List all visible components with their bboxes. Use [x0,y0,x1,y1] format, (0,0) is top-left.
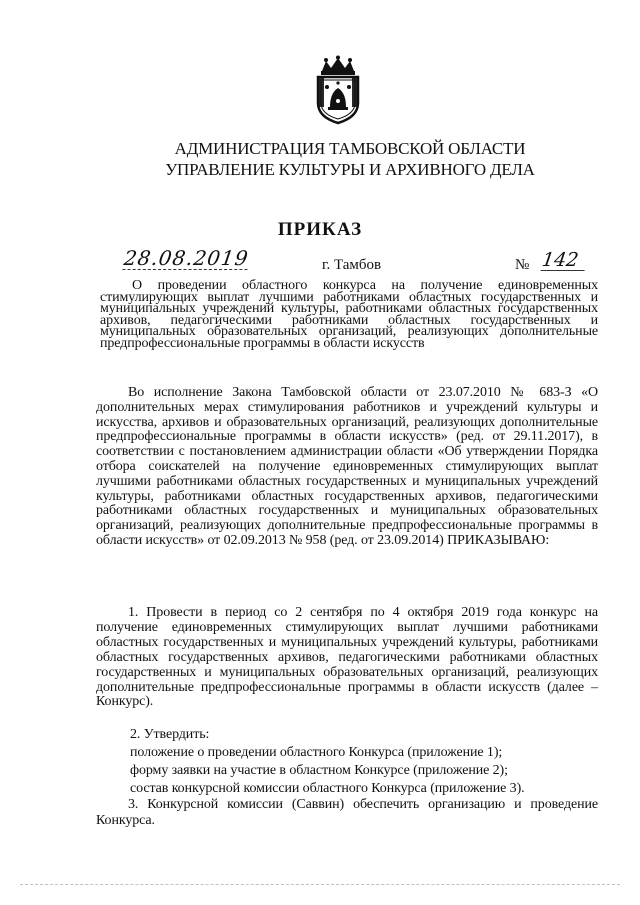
point-2-title: 2. Утвердить: [130,727,210,742]
point-2-item: положение о проведении областного Конкурса (приложение 1); [130,745,503,760]
scan-edge-line [20,884,620,885]
coat-of-arms-icon [312,55,364,125]
department-name: УПРАВЛЕНИЕ КУЛЬТУРЫ И АРХИВНОГО ДЕЛА [165,160,535,179]
point-2-list [130,726,600,798]
preamble-paragraph: Во исполнение Закона Тамбовской области от 23.07.2010 № 683-З «О дополнительных мерах стимулирования работников и учреждений культуры и искусства, архивов и образовательных организаций, реализующих дополнительные предпрофессиональные программы в области искусств» (ред. от 29.11.2017), в соответствии с постановлением администрации области «Об утверждении Порядка отбора соискателей на получение единовременных стимулирующих выплат лучшими работниками областных государственных и муниципальных учреждений культуры, работниками областных государственных архивов, педагогическими работниками областных государственных и муниципальных образовательных организаций, реализующих дополнительные предпрофессиональные программы в области искусств» от 02.09.2013 № 958 (ред. от 23.09.2014) ПРИКАЗЫВАЮ: [96,385,598,548]
city-name: г. Тамбов [322,257,382,273]
handwritten-order-number: 142 [541,250,588,271]
number-label: № [515,257,530,273]
point-2-item: форму заявки на участие в областном Конкурсе (приложение 2); [130,763,508,778]
point-2-item: состав конкурсной комиссии областного Конкурса (приложение 3). [130,781,525,796]
point-1-paragraph: 1. Провести в период со 2 сентября по 4 октября 2019 года конкурс на получение единовременных стимулирующих выплат лучшими работниками областных государственных и муниципальных учреждений культуры, работниками областных государственных архивов, педагогическими работниками областных государственных и муниципальных образовательных организаций, реализующих дополнительные предпрофессиональные программы в области искусств (далее – Конкурс). [96,605,598,710]
point-3-paragraph: 3. Конкурсной комиссии (Саввин) обеспечить организацию и проведение Конкурса. [96,797,598,828]
document-type-title: ПРИКАЗ [277,219,363,240]
handwritten-date: 28.08.2019 [122,246,251,270]
order-subject: О проведении областного конкурса на получение единовременных стимулирующих выплат лучшими работниками областных государственных и муниципальных учреждений культуры, работниками областных государственных архивов, педагогическими работниками областных государственных и муниципальных образовательных организаций, реализующих дополнительные предпрофессиональные программы в области искусств [100,278,598,351]
organization-name: АДМИНИСТРАЦИЯ ТАМБОВСКОЙ ОБЛАСТИ [174,139,526,158]
